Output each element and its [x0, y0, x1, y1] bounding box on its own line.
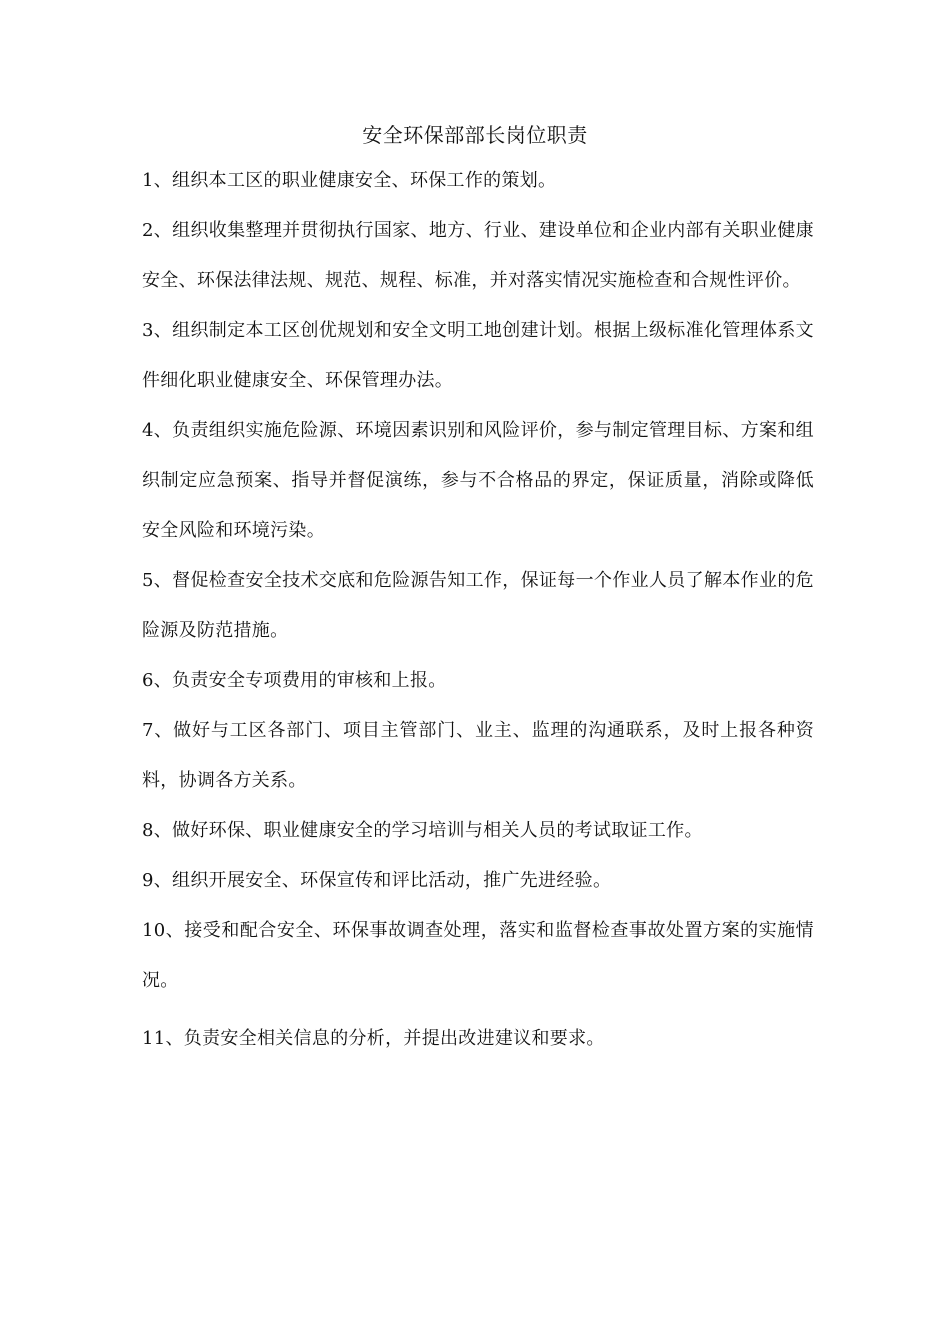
duty-item-5: 5、督促检查安全技术交底和危险源告知工作，保证每一个作业人员了解本作业的危险源及防范措施。	[142, 570, 814, 641]
duty-item-8: 8、做好环保、职业健康安全的学习培训与相关人员的考试取证工作。	[142, 820, 703, 841]
duty-item-7: 7、做好与工区各部门、项目主管部门、业主、监理的沟通联系，及时上报各种资料，协调各方关系。	[142, 720, 814, 791]
document-title: 安全环保部部长岗位职责	[362, 123, 588, 147]
duty-item-1: 1、组织本工区的职业健康安全、环保工作的策划。	[142, 170, 557, 191]
duty-item-4: 4、负责组织实施危险源、环境因素识别和风险评价，参与制定管理目标、方案和组织制定应急预案、指导并督促演练，参与不合格品的界定，保证质量，消除或降低安全风险和环境污染。	[142, 420, 814, 541]
duty-item-9: 9、组织开展安全、环保宣传和评比活动，推广先进经验。	[142, 870, 612, 891]
duty-item-3: 3、组织制定本工区创优规划和安全文明工地创建计划。根据上级标准化管理体系文件细化职业健康安全、环保管理办法。	[142, 320, 814, 391]
duty-item-2: 2、组织收集整理并贯彻执行国家、地方、行业、建设单位和企业内部有关职业健康安全、环保法律法规、规范、规程、标准，并对落实情况实施检查和合规性评价。	[142, 220, 814, 291]
duty-item-10: 10、接受和配合安全、环保事故调查处理，落实和监督检查事故处置方案的实施情况。	[142, 920, 814, 991]
duty-list	[142, 156, 814, 1064]
duty-item-6: 6、负责安全专项费用的审核和上报。	[142, 670, 447, 691]
duty-item-11: 11、负责安全相关信息的分析，并提出改进建议和要求。	[142, 1028, 605, 1049]
